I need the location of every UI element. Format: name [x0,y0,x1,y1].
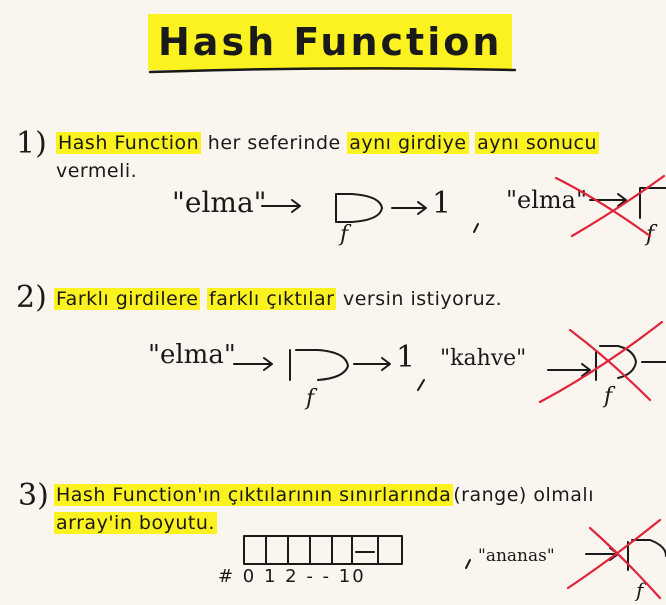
s3-cross-out-a [568,520,660,588]
section-3-highlight-a: Hash Function'ın çıktılarının sınırlarında [56,484,452,506]
section-1-function-label-2: f [646,222,655,247]
s3-cross-out-b [590,528,660,598]
section-2-rule [54,288,502,310]
page-title: Hash Function [148,14,512,70]
section-3-function-label: f [636,578,644,602]
section-1-rule [56,132,599,154]
section-3-highlight-line2: array'in boyutu. [56,512,215,534]
section-2-number: 2) [16,280,47,315]
s3-comma [466,560,470,568]
section-3-text-b: (range) olmalı [453,484,594,506]
section-1-example-input: "elma" [172,186,267,219]
s1-comma [474,224,478,232]
section-2-highlight-c: farklı çıktılar [209,288,335,310]
section-1-highlight-e: aynı sonucu [477,132,597,154]
s1-function-box [336,194,382,222]
section-2-function-label: f [306,386,315,411]
s1-arrow-1 [262,200,300,212]
section-2-example-output: 1 [396,340,416,375]
s3-arrow [586,548,618,560]
s1-arrow-3 [590,194,626,206]
s2-cross-out-a [540,322,662,402]
s2-comma [418,380,424,390]
section-2-example-input: "elma" [148,340,236,370]
section-3-rule-line2 [54,512,217,534]
section-2-example-input-2: "kahve" [440,346,527,371]
section-1-number: 1) [16,126,47,161]
s2-arrow-3 [548,364,590,376]
s1-function-box-2 [640,188,666,218]
s2-arrow-1 [234,358,272,370]
array-cells [266,536,378,564]
section-3-example-input: "ananas" [478,546,555,566]
section-1-rule-line2: vermeli. [56,160,138,182]
section-1-example-output: 1 [432,186,452,221]
section-3-number: 3) [18,478,49,513]
section-2-function-label-2: f [604,384,613,409]
s1-arrow-2 [392,202,426,214]
array-index-labels: # 0 1 2 - - 10 [218,566,366,587]
s2-function-box [290,350,348,380]
section-1-function-label: f [340,222,349,247]
s2-arrow-2 [354,358,390,370]
section-2-text-d: versin istiyoruz. [336,288,503,310]
s3-function-box [628,540,666,570]
section-1-example-input-2: "elma" [506,186,588,214]
section-1-highlight-a: Hash Function [58,132,200,154]
section-1-highlight-c: aynı girdiye [349,132,467,154]
section-3-rule [54,484,594,506]
section-2-highlight-a: Farklı girdilere [56,288,199,310]
section-1-text-b: her seferinde [201,132,348,154]
array-box [244,536,402,564]
s2-function-box-2 [596,346,636,380]
